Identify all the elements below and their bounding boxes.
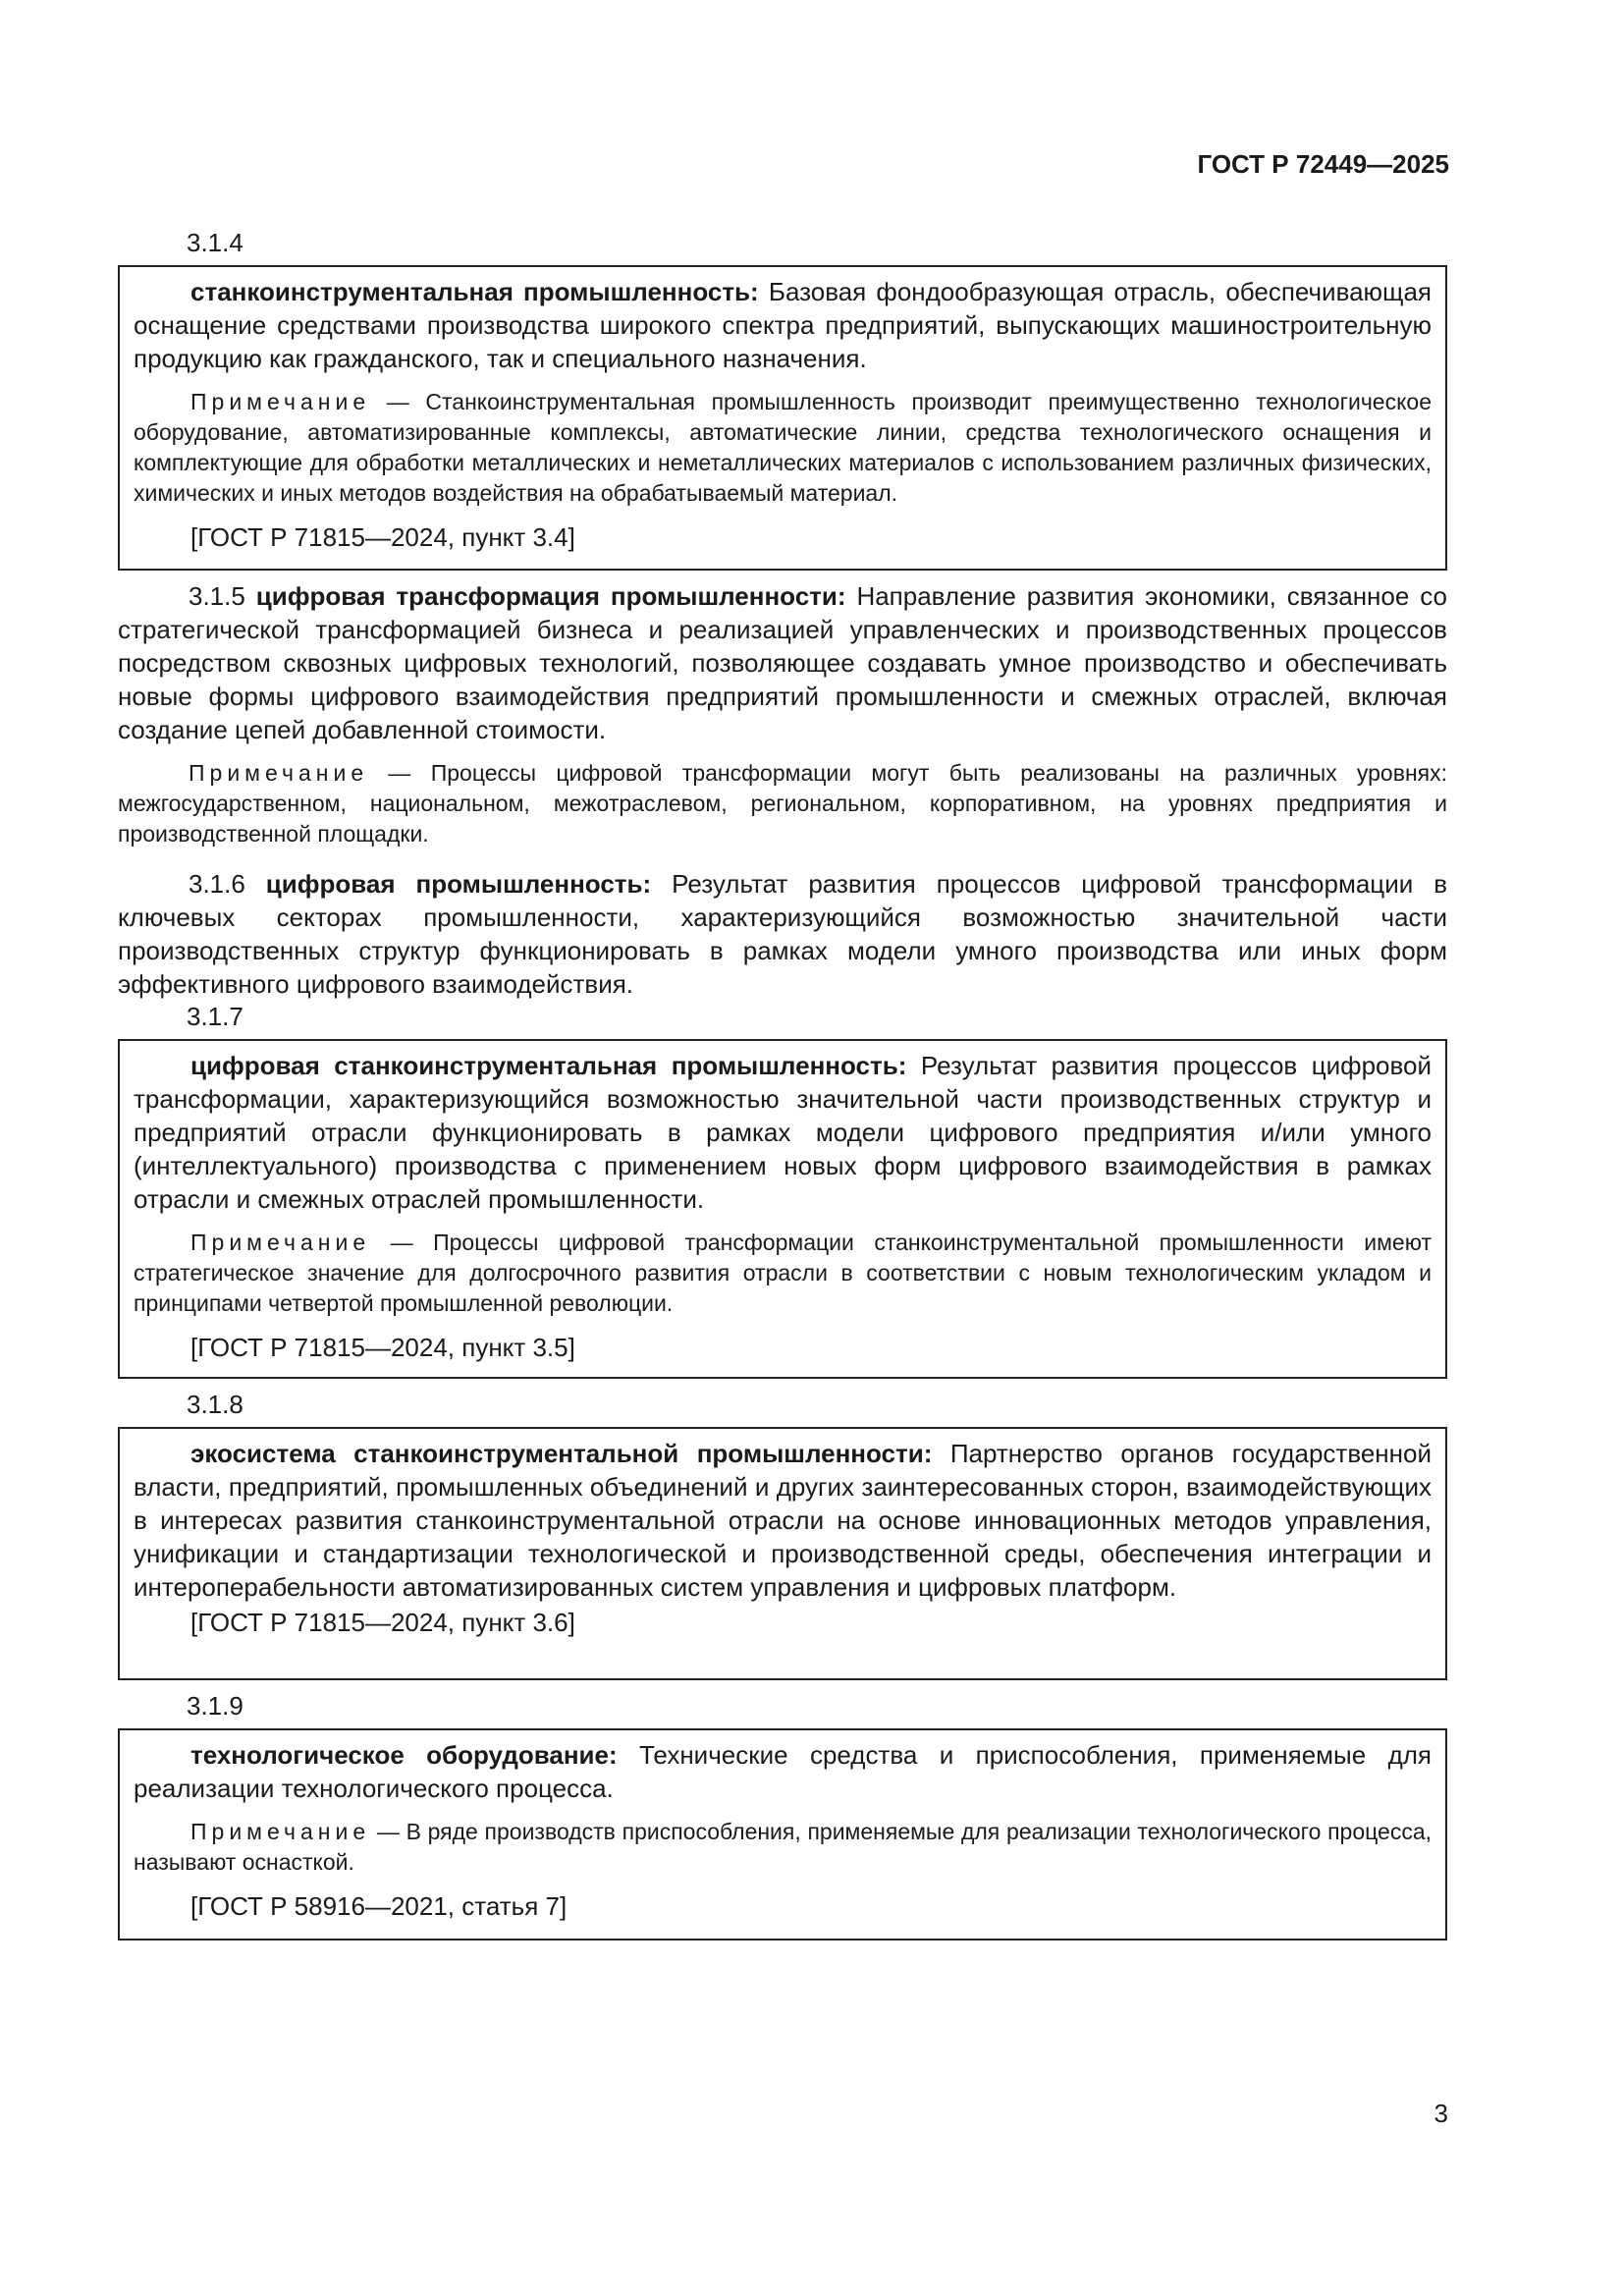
term-box bbox=[118, 1039, 1447, 1379]
definition-text: Технические средства и приспособления, применяемые для реализации технологического процесса. bbox=[134, 1740, 1432, 1803]
entry-number: 3.1.4 bbox=[187, 228, 243, 257]
definition-text: Направление развития экономики, связанное со стратегической трансформацией бизнеса и реализацией управленческих и производственных процессов посредством сквозных цифровых технологий, позволяющее создавать умное производство и обеспечивать новые формы цифрового взаимодействия предприятий промышленности и смежных отраслей, включая создание цепей добавленной стоимости. bbox=[118, 581, 1447, 744]
term-note bbox=[120, 387, 1445, 509]
term-title: цифровая трансформация промышленности: bbox=[255, 581, 846, 611]
term-note bbox=[120, 1228, 1445, 1319]
term-box bbox=[118, 265, 1447, 571]
entry-number: 3.1.9 bbox=[187, 1691, 243, 1721]
note-text: В ряде производств приспособления, применяемые для реализации технологического процесса, называют оснасткой. bbox=[134, 1819, 1432, 1875]
note-dash: — bbox=[368, 760, 431, 786]
definition-text: Результат развития процессов цифровой трансформации, характеризующийся возможностью значительной части производственных структур и предприятий отрасли функционировать в рамках модели цифрового предприятия и/или умного (интеллектуального) производства с применением новых форм цифрового взаимодействия в рамках отрасли и смежных отраслей промышленности. bbox=[134, 1051, 1432, 1214]
page-number: 3 bbox=[1434, 2099, 1448, 2128]
definition-text: Результат развития процессов цифровой трансформации в ключевых секторах промышленности, характеризующийся возможностью значительной части производственных структур функционировать в рамках модели умного производства или иных форм эффективного цифрового взаимодействия. bbox=[118, 869, 1448, 999]
definition-text: Базовая фондообразующая отрасль, обеспечивающая оснащение средствами производства широкого спектра предприятий, выпускающих машиностроительную продукцию как гражданского, так и специального назначения. bbox=[134, 277, 1432, 373]
note-dash: — bbox=[370, 1819, 406, 1844]
note-text: Процессы цифровой трансформации могут быть реализованы на различных уровнях: межгосударственном, национальном, межотраслевом, региональном, корпоративном, на уровнях предприятия и производственной площадки. bbox=[118, 760, 1447, 847]
note-label: Примечание bbox=[190, 1819, 371, 1844]
term-definition bbox=[120, 275, 1445, 375]
source-reference: [ГОСТ Р 58916—2021, статья 7] bbox=[190, 1891, 568, 1921]
document-id-header: ГОСТ Р 72449—2025 bbox=[1197, 149, 1449, 179]
entry-number: 3.1.6 bbox=[189, 869, 245, 899]
term-title: цифровая промышленность: bbox=[265, 869, 652, 899]
term-note bbox=[118, 758, 1447, 849]
source-reference: [ГОСТ Р 71815—2024, пункт 3.6] bbox=[190, 1608, 575, 1637]
note-label: Примечание bbox=[190, 389, 371, 414]
entry-number: 3.1.8 bbox=[187, 1390, 243, 1419]
note-label: Примечание bbox=[190, 1230, 371, 1255]
term-title: станкоинструментальная промышленность: bbox=[190, 277, 759, 306]
term-note bbox=[120, 1817, 1445, 1878]
entry-number: 3.1.7 bbox=[187, 1002, 243, 1031]
source-reference: [ГОСТ Р 71815—2024, пункт 3.5] bbox=[190, 1333, 575, 1362]
entry-number: 3.1.5 bbox=[189, 581, 245, 611]
term-definition bbox=[120, 1049, 1445, 1216]
term-definition bbox=[120, 1437, 1445, 1604]
term-box bbox=[118, 1728, 1447, 1941]
term-box bbox=[118, 1427, 1447, 1680]
term-title: экосистема станкоинструментальной промышленности: bbox=[190, 1439, 933, 1468]
term-definition bbox=[120, 1738, 1445, 1805]
term-definition bbox=[118, 579, 1447, 746]
definition-text: Партнерство органов государственной власти, предприятий, промышленных объединений и других заинтересованных сторон, взаимодействующих в интересах развития станкоинструментальной отрасли на основе инновационных методов управления, унификации и стандартизации технологической и производственной среды, обеспечения интеграции и интероперабельности автоматизированных систем управления и цифровых платформ. bbox=[134, 1439, 1432, 1602]
source-reference: [ГОСТ Р 71815—2024, пункт 3.4] bbox=[190, 522, 575, 552]
note-dash: — bbox=[370, 389, 426, 414]
note-dash: — bbox=[370, 1230, 434, 1255]
note-text: Процессы цифровой трансформации станкоинструментальной промышленности имеют стратегическое значение для долгосрочного развития отрасли в соответствии с новым технологическим укладом и принципами четвертой промышленной революции. bbox=[134, 1230, 1433, 1316]
term-definition bbox=[118, 867, 1447, 1001]
term-title: технологическое оборудование: bbox=[190, 1740, 618, 1770]
term-title: цифровая станкоинструментальная промышленность: bbox=[190, 1051, 907, 1080]
note-label: Примечание bbox=[189, 760, 369, 786]
note-text: Станкоинструментальная промышленность производит преимущественно технологическое оборудование, автоматизированные комплексы, автоматические линии, средства технологического оснащения и комплектующие для обработки металлических и неметаллических материалов с использованием различных физических, химических и иных методов воздействия на обрабатываемый материал. bbox=[134, 389, 1433, 506]
term-entry bbox=[118, 579, 1447, 849]
term-entry bbox=[118, 867, 1447, 1001]
